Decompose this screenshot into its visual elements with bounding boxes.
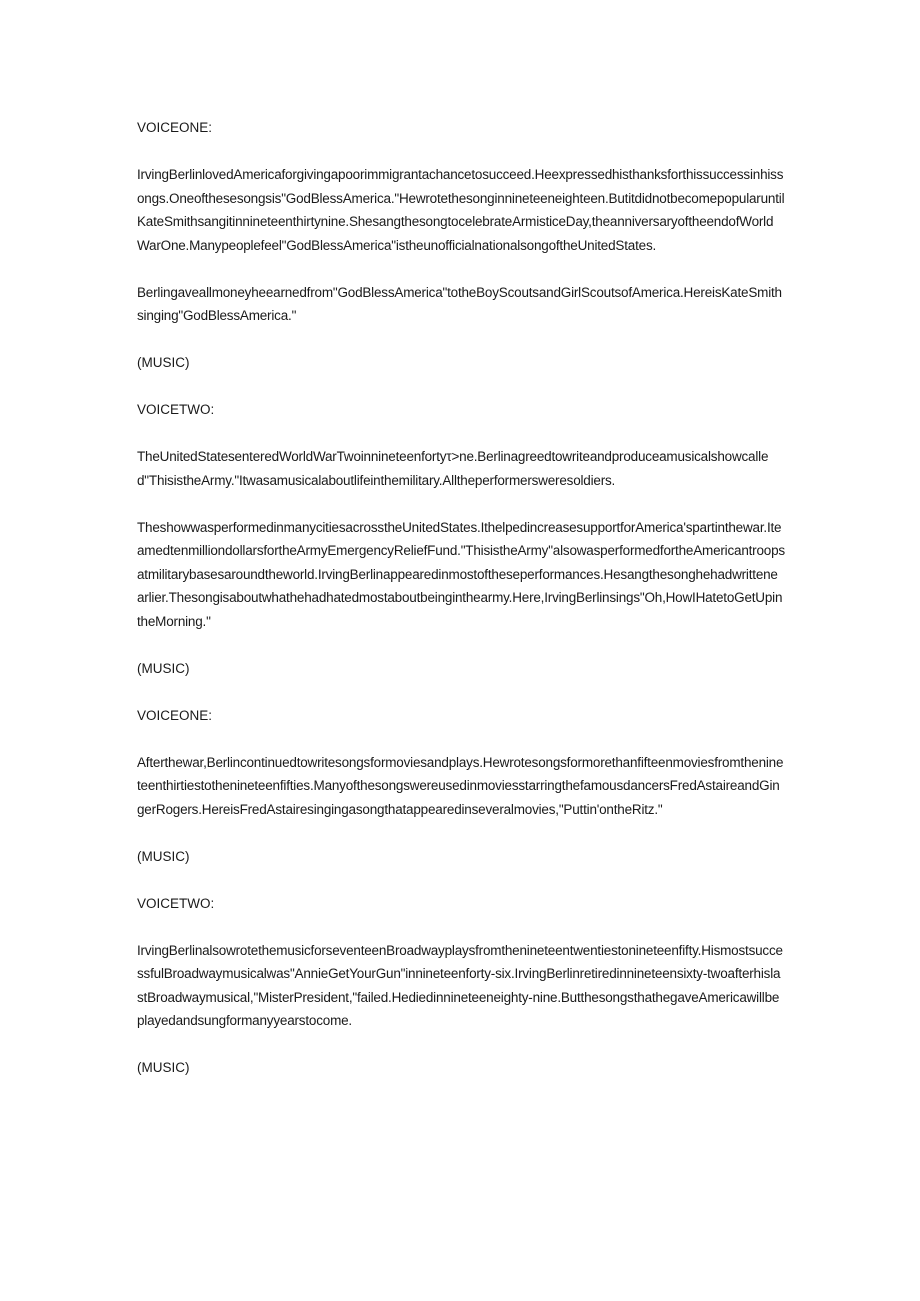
paragraph: TheUnitedStatesenteredWorldWarTwoinnineteenfortyτ>ne.Berlinagreedtowriteandproduceamusicalshowcalled"ThisistheArmy."Itwasamusicalaboutlifeinthemilitary.Alltheperformersweresoldiers. — [137, 449, 769, 488]
speaker-label: VOICEONE: — [137, 707, 213, 723]
paragraph: TheshowwasperformedinmanycitiesacrosstheUnitedStates.IthelpedincreasesupportforAmerica'spartinthewar.IteamedtenmilliondollarsfortheArmyEmergencyReliefFund."ThisistheArmy"alsowasperformedfortheAmericantroopsatmilitarybasesaroundtheworld.IrvingBerlinappearedinmostoftheseperformances.Hesangthesonghehadwrittenearlier.Thesongisaboutwhathehadhatedmostaboutbeinginthearmy.Here,IrvingBerlinsings"Oh,HowIHatetoGetUpintheMorning." — [137, 519, 785, 629]
paragraph: Afterthewar,Berlincontinuedtowritesongsformoviesandplays.Hewrotesongsformorethanfifteenmoviesfromthenineteenthirtiestothenineteenfifties.ManyofthesongswereusedinmoviesstarringthefamousdancersFredAstaireandGingerRogers.HereisFredAstairesingingasongthatappearedinseveralmovies,"Puttin'ontheRitz." — [137, 754, 784, 817]
music-cue: (MUSIC) — [137, 1060, 190, 1075]
speaker-label: VOICEONE: — [137, 120, 213, 135]
speaker-label: VOICETWO: — [137, 895, 215, 911]
paragraph: IrvingBerlinalsowrotethemusicforseventeenBroadwayplaysfromthenineteentwentiestonineteenfifty.HismostsuccessfulBroadwaymusicalwas"AnnieGetYourGun"innineteenforty-six.IrvingBerlinretiredinnineteensixty-twoafterhislastBroadwaymusical,"MisterPresident,"failed.Hediedinnineteeneighty-nine.ButthesongsthathegaveAmericawillbeplayedandsungformanyyearstocome. — [137, 942, 783, 1028]
paragraph: IrvingBerlinlovedAmericaforgivingapoorimmigrantachancetosucceed.Heexpressedhisthanksforthissuccessinhissongs.Oneofthesesongsis"GodBlessAmerica."Hewrotethesonginnineteeneighteen.ButitdidnotbecomepopularuntilKateSmithsangitinnineteenthirtynine.ShesangthesongtocelebrateArmisticeDay,theanniversaryoftheendofWorldWarOne.Manypeoplefeel"GodBlessAmerica"istheunofficialnationalsongoftheUnitedStates. — [137, 167, 785, 253]
music-cue: (MUSIC) — [137, 660, 190, 676]
document-body — [137, 116, 785, 1103]
music-cue: (MUSIC) — [137, 355, 190, 370]
speaker-label: VOICETWO: — [137, 402, 215, 417]
paragraph: Berlingaveallmoneyheearnedfrom"GodBlessAmerica"totheBoyScoutsandGirlScoutsofAmerica.HereisKateSmithsinging"GodBlessAmerica." — [137, 284, 782, 323]
music-cue: (MUSIC) — [137, 848, 190, 864]
